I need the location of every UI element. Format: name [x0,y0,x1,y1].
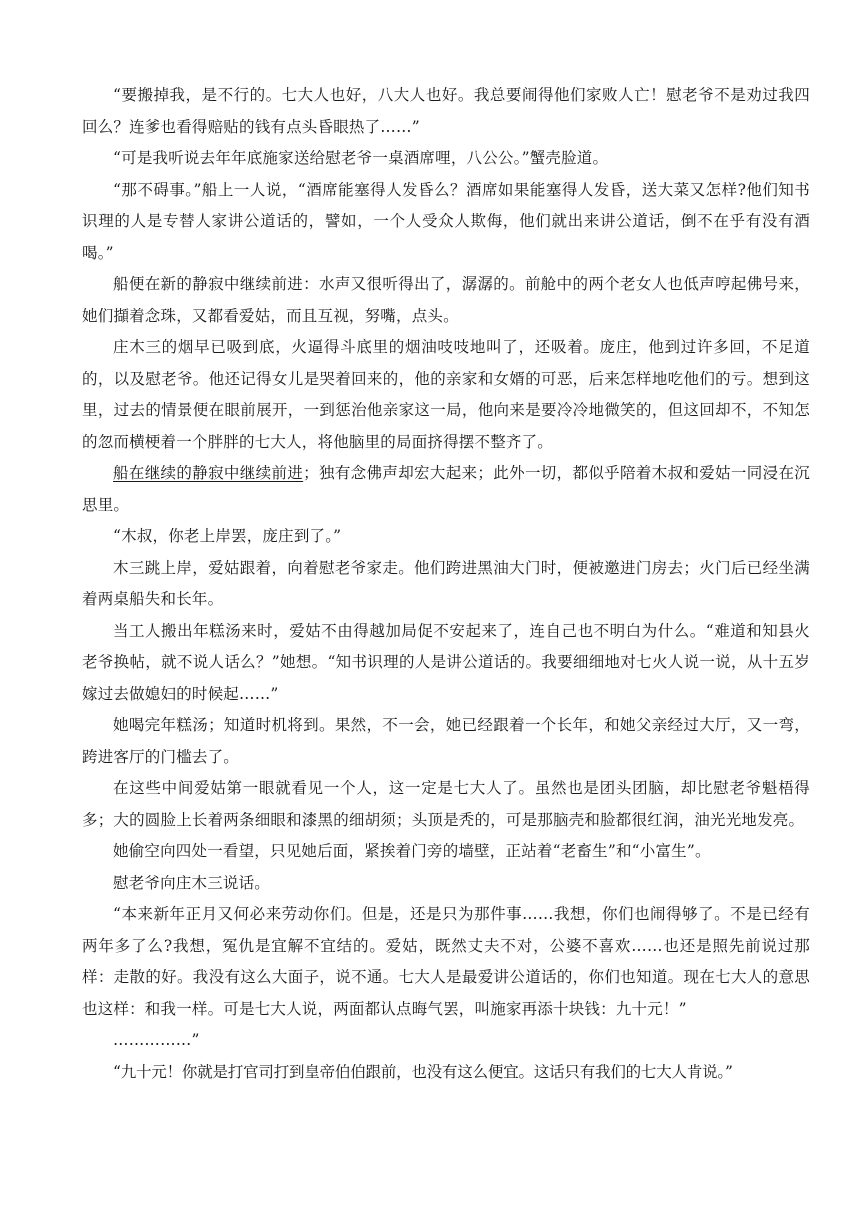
paragraph-12: 她偷空向四处一看望，只见她后面，紧挨着门旁的墙壁，正站着“老畜生”和“小富生”。 [113,842,711,860]
paragraph-9: 当工人搬出年糕汤来时，爱姑不由得越加局促不安起来了，连自己也不明白为什么。“难道和知县火老爷换帖，就不说人话么？”她想。“知书识理的人是讲公道话的。我要细细地对七火人说一说，从十五岁嫁过去做媳妇的时候起……” [82,621,810,703]
paragraph-16: “九十元！你就是打官司打到皇帝伯伯跟前，也没有这么便宜。这话只有我们的七大人肯说。” [113,1062,733,1081]
paragraph-2: “可是我听说去年年底施家送给慰老爷一桌酒席哩，八公公。”蟹壳脸道。 [113,149,609,167]
paragraph-6 [82,458,810,521]
document-page [82,80,810,1088]
paragraph-1: “要搬掉我，是不行的。七大人也好，八大人也好。我总要闹得他们家败人亡！慰老爷不是劝过我四回么？连爹也看得赔贴的钱有点头昏眼热了……” [82,86,810,136]
paragraph-4: 船便在新的静寂中继续前进：水声又很听得出了，潺潺的。前舱中的两个老女人也低声哼起佛号来，她们擷着念珠，又都看爱姑，而且互视，努嘴，点头。 [82,275,810,325]
paragraph-6-rest: ；独有念佛声却宏大起来；此外一切，都似乎陪着木叔和爱姑一同浸在沉思里。 [82,464,811,514]
paragraph-3: “那不碍事。”船上一人说，“酒席能塞得人发昏么？酒席如果能塞得人发昏，送大菜又怎样?他们知书识理的人是专替人家讲公道话的，譬如，一个人受众人欺侮，他们就出来讲公道话，倒不在乎有没有酒喝。” [82,180,810,262]
paragraph-5: 庄木三的烟早已吸到底，火逼得斗底里的烟油吱吱地叫了，还吸着。庞庄，他到过许多回，不足道的，以及慰老爷。他还记得女儿是哭着回来的，他的亲家和女婿的可恶，后来怎样地吃他们的亏。想到这里，过去的情景便在眼前展开，一到惩治他亲家这一局，他向来是要冷冷地微笑的，但这回却不，不知怎的忽而横梗着一个胖胖的七大人，将他脑里的局面挤得摆不整齐了。 [82,338,810,451]
paragraph-10: 她喝完年糕汤；知道时机将到。果然，不一会，她已经跟着一个长年，和她父亲经过大厅，又一弯，跨进客厅的门槛去了。 [82,716,810,766]
paragraph-13: 慰老爷向庄木三说话。 [113,873,271,892]
paragraph-8: 木三跳上岸，爱姑跟着，向着慰老爷家走。他们跨进黑油大门时，便被邀进门房去；火门后已经坐满着两桌船失和长年。 [82,558,810,608]
paragraph-11: 在这些中间爱姑第一眼就看见一个人，这一定是七大人了。虽然也是团头团脑，却比慰老爷魁梧得多；大的圆脸上长着两条细眼和漆黑的细胡须；头顶是秃的，可是那脑壳和脸都很红润，油光光地发亮。 [82,779,810,829]
paragraph-15: ……………” [113,1031,200,1049]
paragraph-14: “本来新年正月又何必来劳动你们。但是，还是只为那件事……我想，你们也闹得够了。不是已经有两年多了么?我想，冤仇是宜解不宜结的。爱姑，既然丈夫不对，公婆不喜欢……也还是照先前说过那样：走散的好。我没有这么大面子，说不通。七大人是最爱讲公道话的，你们也知道。现在七大人的意思也这样：和我一样。可是七大人说，两面都认点晦气罢，叫施家再添十块钱：九十元！” [82,905,810,1018]
underlined-phrase: 船在继续的静寂中继续前进 [113,464,304,482]
paragraph-7: “木叔，你老上岸罢，庞庄到了。” [113,527,342,545]
